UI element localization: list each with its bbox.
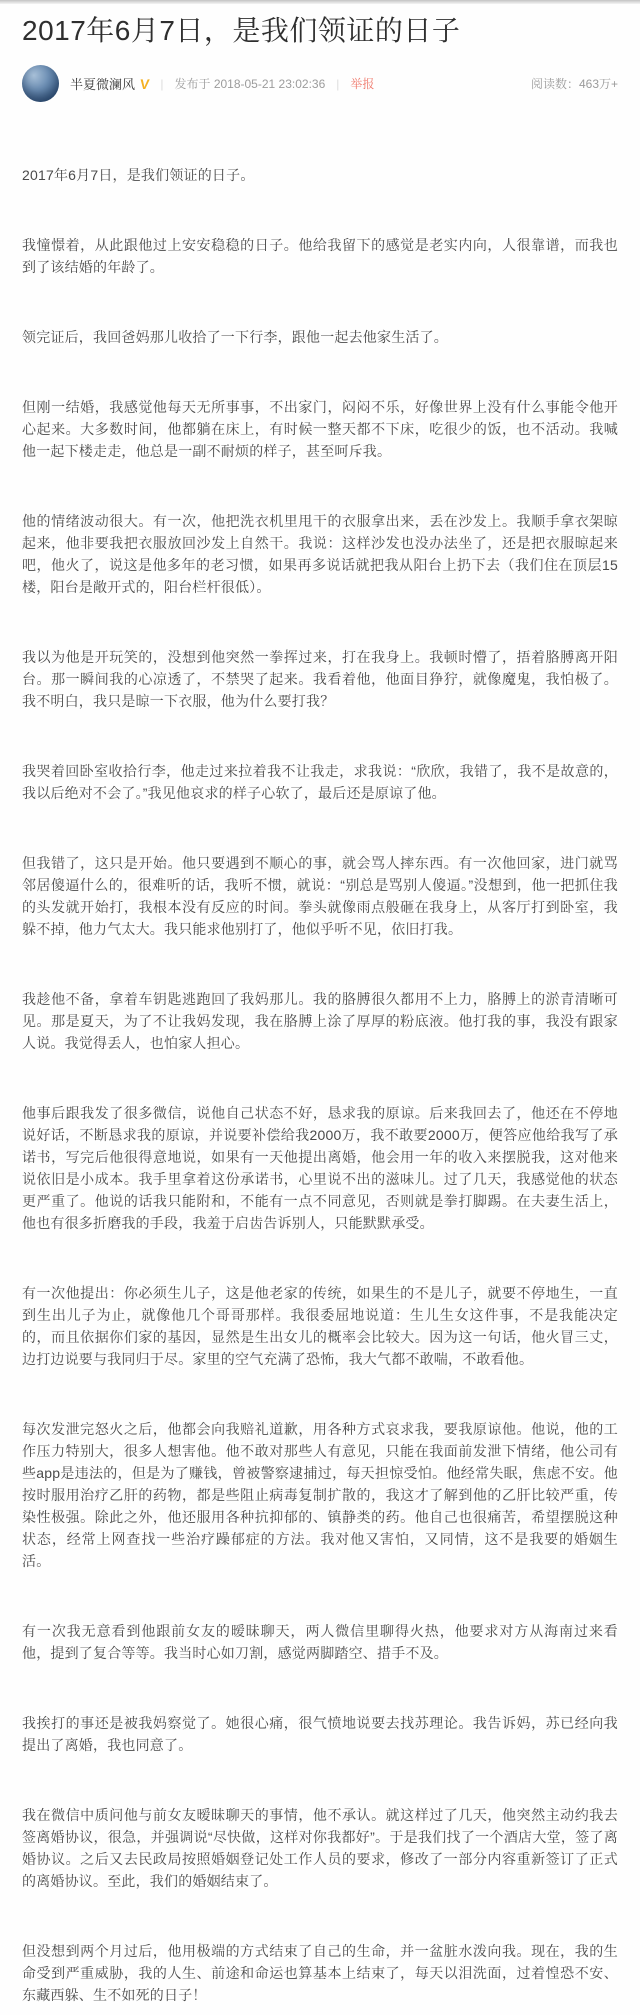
article-paragraph: 但刚一结婚，我感觉他每天无所事事，不出家门，闷闷不乐，好像世界上没有什么事能令他开心起来。大多数时间，他都躺在床上，有时候一整天都不下床，吃很少的饭，也不活动。我喊他一起下楼走走，他总是一副不耐烦的样子，甚至呵斥我。 — [22, 399, 618, 459]
article-paragraph: 我挨打的事还是被我妈察觉了。她很心痛，很气愤地说要去找苏理论。我告诉妈，苏已经向我提出了离婚，我也同意了。 — [22, 1715, 618, 1753]
article-paragraph: 每次发泄完怒火之后，他都会向我赔礼道歉，用各种方式哀求我，要我原谅他。他说，他的工作压力特别大，很多人想害他。他不敢对那些人有意见，只能在我面前发泄下情绪，他公司有些app是违法的，但是为了赚钱，曾被警察逮捕过，每天担惊受怕。他经常失眠，焦虑不安。他按时服用治疗乙肝的药物，都是些阻止病毒复制扩散的，我这才了解到他的乙肝比较严重，传染性极强。除此之外，他还服用各种抗抑郁的、镇静类的药。他自己也很痛苦，希望摆脱这种状态，经常上网查找一些治疗躁郁症的方法。我对他又害怕，又同情，这不是我要的婚姻生活。 — [22, 1421, 618, 1569]
article-paragraph: 我趁他不备，拿着车钥匙逃跑回了我妈那儿。我的胳膊很久都用不上力，胳膊上的淤青清晰可见。那是夏天，为了不让我妈发现，我在胳膊上涂了厚厚的粉底液。他打我的事，我没有跟家人说。我觉得丢人，也怕家人担心。 — [22, 991, 618, 1051]
article-paragraph: 但我错了，这只是开始。他只要遇到不顺心的事，就会骂人摔东西。有一次他回家，进门就骂邻居傻逼什么的，很难听的话，我听不惯，就说：“别总是骂别人傻逼。”没想到，他一把抓住我的头发就开始打，我根本没有反应的时间。拳头就像雨点般砸在我身上，从客厅打到卧室，我躲不掉，他力气太大。我只能求他别打了，他似乎听不见，依旧打我。 — [22, 855, 618, 937]
publish-timestamp: 发布于 2018-05-21 23:02:36 — [174, 77, 326, 91]
article-paragraph: 有一次我无意看到他跟前女友的暧昧聊天，两人微信里聊得火热，他要求对方从海南过来看他，提到了复合等等。我当时心如刀割，感觉两脚踏空、措手不及。 — [22, 1623, 618, 1661]
article-paragraph: 有一次他提出：你必须生儿子，这是他老家的传统，如果生的不是儿子，就要不停地生，一直到生出儿子为止，就像他几个哥哥那样。我很委屈地说道：生儿生女这件事，不是我能决定的，而且依据你们家的基因，显然是生出女儿的概率会比较大。因为这一句话，他火冒三丈，边打边说要与我同归于尽。家里的空气充满了恐怖，我大气都不敢喘，不敢看他。 — [22, 1285, 618, 1367]
byline — [22, 65, 618, 102]
article-paragraph: 我在微信中质问他与前女友暧昧聊天的事情，他不承认。就这样过了几天，他突然主动约我去签离婚协议，很急，并强调说“尽快做，这样对你我都好”。于是我们找了一个酒店大堂，签了离婚协议。之后又去民政局按照婚姻登记处工作人员的要求，修改了一部分内容重新签订了正式的离婚协议。至此，我们的婚姻结束了。 — [22, 1807, 618, 1889]
author-username[interactable]: 半夏微澜风 — [70, 77, 136, 92]
article-paragraph: 我以为他是开玩笑的，没想到他突然一拳挥过来，打在我身上。我顿时懵了，捂着胳膊离开阳台。那一瞬间我的心凉透了，不禁哭了起来。我看着他，他面目狰狞，就像魔鬼，我怕极了。我不明白，我只是晾一下衣服，他为什么要打我？ — [22, 649, 618, 709]
article-paragraph: 我哭着回卧室收拾行李，他走过来拉着我不让我走，求我说：“欣欣，我错了，我不是故意的，我以后绝对不会了。”我见他哀求的样子心软了，最后还是原谅了他。 — [22, 763, 618, 801]
avatar[interactable] — [22, 65, 59, 102]
article-paragraph: 他的情绪波动很大。有一次，他把洗衣机里甩干的衣服拿出来，丢在沙发上。我顺手拿衣架晾起来，他非要我把衣服放回沙发上自然干。我说：这样沙发也没办法坐了，还是把衣服晾起来吧，他火了，说这是他多年的老习惯，如果再多说话就把我从阳台上扔下去（我们住在顶层15楼，阳台是敞开式的，阳台栏杆很低）。 — [22, 513, 618, 595]
byline-divider: | — [160, 76, 164, 91]
article-page — [0, 12, 640, 2006]
read-count: 阅读数：463万+ — [530, 77, 618, 91]
article-paragraph: 他事后跟我发了很多微信，说他自己状态不好，恳求我的原谅。后来我回去了，他还在不停地说好话，不断恳求我的原谅，并说要补偿给我2000万，我不敢要2000万，便答应他给我写了承诺书，写完后他很得意地说，如果有一天他提出离婚，他会用一年的收入来摆脱我，这对他来说依旧是小成本。我手里拿着这份承诺书，心里说不出的滋味儿。过了几天，我感觉他的状态更严重了。他说的话我只能附和，不能有一点不同意见，否则就是拳打脚踢。在夫妻生活上，他也有很多折磨我的手段，我羞于启齿告诉别人，只能默默承受。 — [22, 1105, 618, 1231]
article-paragraph: 我憧憬着，从此跟他过上安安稳稳的日子。他给我留下的感觉是老实内向，人很靠谱，而我也到了该结婚的年龄了。 — [22, 237, 618, 275]
article-paragraph: 领完证后，我回爸妈那儿收拾了一下行李，跟他一起去他家生活了。 — [22, 329, 448, 345]
screenshot-top-edge — [0, 0, 640, 4]
article-body — [22, 164, 618, 2006]
byline-divider: | — [336, 76, 340, 91]
article-paragraph: 但没想到两个月过后，他用极端的方式结束了自己的生命，并一盆脏水泼向我。现在，我的生命受到严重威胁，我的人生、前途和命运也算基本上结束了，每天以泪洗面，过着惶恐不安、东藏西躲、生不如死的日子！ — [22, 1943, 618, 2003]
article-paragraph: 2017年6月7日，是我们领证的日子。 — [22, 167, 255, 183]
report-link[interactable]: 举报 — [350, 77, 375, 91]
verified-v-icon: V — [139, 75, 151, 92]
page-title: 2017年6月7日，是我们领证的日子 — [22, 15, 461, 46]
